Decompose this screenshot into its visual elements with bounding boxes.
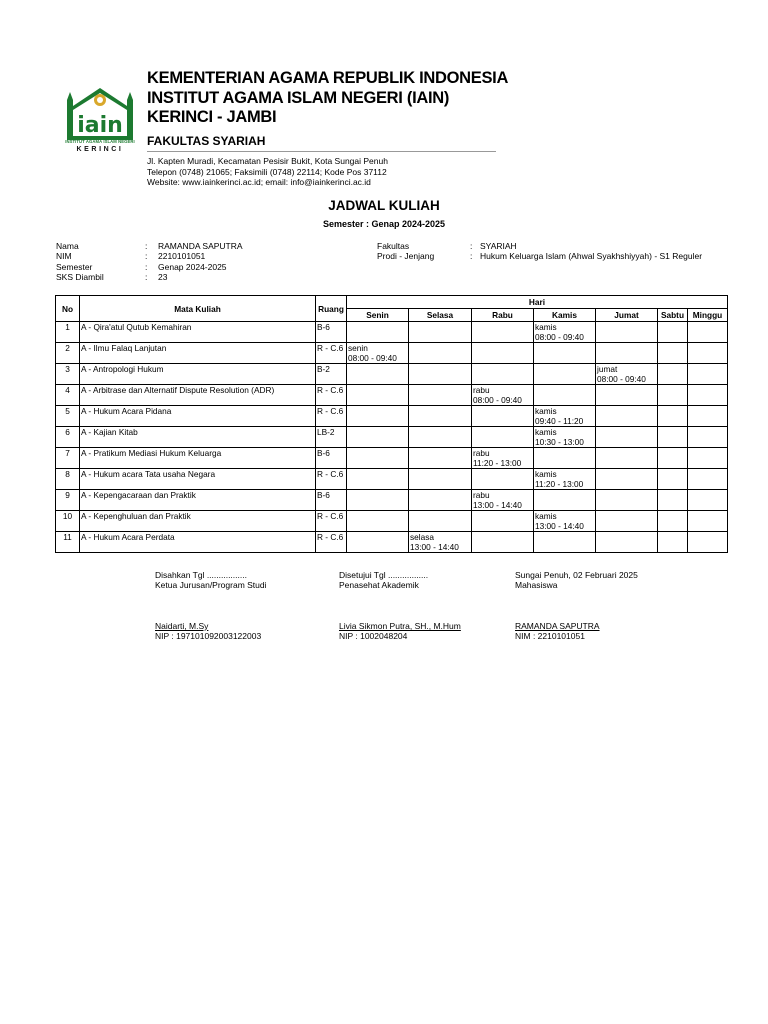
info-label: Nama: [56, 241, 79, 251]
cell-day: [409, 322, 472, 343]
sig-line2: Penasehat Akademik: [339, 580, 419, 591]
cell-schedule: [472, 385, 534, 406]
cell-matkul: A - Hukum Acara Pidana: [80, 406, 316, 427]
schedule-day: kamis: [535, 469, 557, 479]
cell-day: [658, 427, 688, 448]
cell-day: [658, 469, 688, 490]
cell-day: [658, 406, 688, 427]
cell-matkul: A - Hukum Acara Perdata: [80, 532, 316, 553]
cell-day: [347, 532, 409, 553]
cell-day: [409, 406, 472, 427]
cell-ruang: B-6: [316, 322, 347, 343]
cell-no: 7: [56, 448, 80, 469]
cell-day: [596, 532, 658, 553]
student-info-left: [56, 241, 243, 283]
schedule-time: 11:20 - 13:00: [473, 458, 522, 468]
col-header-no: No: [56, 296, 80, 322]
cell-no: 9: [56, 490, 80, 511]
cell-day: [596, 448, 658, 469]
cell-day: [658, 322, 688, 343]
cell-day: [409, 448, 472, 469]
info-value: Genap 2024-2025: [158, 261, 227, 272]
cell-ruang: R - C.6: [316, 406, 347, 427]
cell-day: [658, 343, 688, 364]
cell-day: [596, 343, 658, 364]
table-row: [56, 343, 728, 364]
cell-day: [596, 490, 658, 511]
cell-day: [409, 511, 472, 532]
col-header-hari: Hari: [347, 296, 728, 309]
info-separator: :: [145, 251, 148, 262]
schedule-day: kamis: [535, 511, 557, 521]
cell-day: [347, 490, 409, 511]
cell-schedule: [534, 427, 596, 448]
contact-block: [147, 156, 388, 188]
cell-no: 4: [56, 385, 80, 406]
logo-wordmark: iain: [77, 113, 123, 138]
cell-ruang: R - C.6: [316, 511, 347, 532]
cell-day: [534, 364, 596, 385]
info-separator: :: [470, 241, 473, 251]
cell-day: [409, 427, 472, 448]
cell-schedule: [596, 364, 658, 385]
info-value: SYARIAH: [480, 241, 517, 251]
cell-day: [596, 511, 658, 532]
document-subtitle: Semester : Genap 2024-2025: [322, 219, 446, 229]
schedule-time: 13:00 - 14:40: [410, 542, 459, 552]
sig-id: NIP : 197101092003122003: [155, 631, 262, 642]
cell-day: [658, 385, 688, 406]
cell-schedule: [534, 469, 596, 490]
cell-schedule: [534, 322, 596, 343]
cell-day: [688, 322, 728, 343]
cell-day: [347, 511, 409, 532]
schedule-time: 10:30 - 13:00: [535, 437, 584, 447]
info-value: RAMANDA SAPUTRA: [158, 241, 243, 251]
cell-day: [658, 364, 688, 385]
info-value: 23: [158, 272, 168, 283]
schedule-day: senin: [348, 343, 368, 353]
info-row-semester: [56, 262, 243, 272]
info-label: Fakultas: [377, 241, 410, 251]
cell-schedule: [534, 511, 596, 532]
table-row: [56, 322, 728, 343]
cell-day: [409, 385, 472, 406]
cell-day: [472, 532, 534, 553]
sig-id: NIM : 2210101051: [515, 631, 585, 642]
signature-middle: [339, 570, 461, 642]
col-header-senin: Senin: [347, 309, 409, 322]
cell-day: [688, 385, 728, 406]
cell-day: [688, 469, 728, 490]
cell-day: [688, 448, 728, 469]
cell-matkul: A - Kajian Kitab: [80, 427, 316, 448]
cell-day: [596, 469, 658, 490]
cell-day: [347, 322, 409, 343]
cell-ruang: R - C.6: [316, 532, 347, 553]
cell-day: [596, 427, 658, 448]
cell-ruang: R - C.6: [316, 343, 347, 364]
schedule-day: jumat: [597, 364, 618, 374]
cell-day: [472, 469, 534, 490]
institute-title: INSTITUT AGAMA ISLAM NEGERI (IAIN): [147, 88, 450, 107]
info-row-sks: [56, 272, 243, 282]
schedule-day: kamis: [535, 427, 557, 437]
cell-matkul: A - Pratikum Mediasi Hukum Keluarga: [80, 448, 316, 469]
cell-day: [658, 490, 688, 511]
logo-caption-word: KERINCI: [76, 146, 124, 153]
cell-ruang: B-2: [316, 364, 347, 385]
table-row: [56, 385, 728, 406]
cell-no: 5: [56, 406, 80, 427]
cell-no: 2: [56, 343, 80, 364]
info-label: Prodi - Jenjang: [377, 251, 435, 262]
cell-day: [688, 532, 728, 553]
phone-line: Telepon (0748) 21065; Faksimili (0748) 22114; Kode Pos 37112: [147, 166, 387, 177]
signature-left: [155, 570, 267, 642]
cell-ruang: B-6: [316, 490, 347, 511]
cell-day: [596, 385, 658, 406]
table-row: [56, 532, 728, 553]
col-header-kamis: Kamis: [534, 309, 596, 322]
cell-day: [409, 469, 472, 490]
schedule-body: [56, 322, 728, 553]
cell-day: [347, 406, 409, 427]
cell-ruang: B-6: [316, 448, 347, 469]
schedule-time: 11:20 - 13:00: [535, 479, 584, 489]
col-header-ruang: Ruang: [316, 296, 347, 322]
cell-schedule: [534, 406, 596, 427]
cell-day: [472, 322, 534, 343]
cell-day: [596, 322, 658, 343]
cell-day: [472, 364, 534, 385]
cell-day: [658, 448, 688, 469]
cell-day: [472, 343, 534, 364]
schedule-day: rabu: [473, 448, 490, 458]
logo-caption: [64, 139, 136, 153]
table-row: [56, 511, 728, 532]
info-separator: :: [145, 261, 148, 272]
cell-day: [534, 385, 596, 406]
schedule-day: selasa: [410, 532, 434, 542]
city-title: KERINCI - JAMBI: [147, 108, 277, 126]
cell-no: 6: [56, 427, 80, 448]
cell-ruang: LB-2: [316, 427, 347, 448]
cell-day: [688, 364, 728, 385]
cell-day: [347, 427, 409, 448]
info-row-prodi: [377, 251, 702, 261]
cell-day: [596, 406, 658, 427]
cell-schedule: [472, 448, 534, 469]
table-row: [56, 469, 728, 490]
col-header-rabu: Rabu: [472, 309, 534, 322]
sig-line1: Disahkan Tgl .................: [155, 570, 247, 580]
col-header-sabtu: Sabtu: [658, 309, 688, 322]
header-divider: [147, 151, 496, 152]
cell-matkul: A - Qira'atul Qutub Kemahiran: [80, 322, 316, 343]
cell-day: [688, 490, 728, 511]
signature-right: [515, 570, 638, 642]
cell-day: [409, 490, 472, 511]
info-value: 2210101051: [158, 251, 206, 262]
cell-matkul: A - Ilmu Falaq Lanjutan: [80, 343, 316, 364]
cell-ruang: R - C.6: [316, 385, 347, 406]
ministry-title: KEMENTERIAN AGAMA REPUBLIK INDONESIA: [147, 69, 509, 87]
cell-matkul: A - Antropologi Hukum: [80, 364, 316, 385]
sig-line1: Sungai Penuh, 02 Februari 2025: [515, 570, 638, 580]
cell-day: [409, 364, 472, 385]
cell-schedule: [347, 343, 409, 364]
sig-name: Livia Sikmon Putra, SH., M.Hum: [339, 620, 461, 631]
cell-no: 11: [56, 532, 80, 553]
schedule-table: [55, 295, 728, 553]
table-row: [56, 406, 728, 427]
table-row: [56, 448, 728, 469]
schedule-time: 13:00 - 14:40: [535, 521, 584, 531]
table-row: [56, 490, 728, 511]
cell-day: [688, 427, 728, 448]
info-label: NIM: [56, 251, 72, 262]
schedule-day: rabu: [473, 385, 490, 395]
cell-no: 10: [56, 511, 80, 532]
logo-caption-line: INSTITUT AGAMA ISLAM NEGERI: [65, 139, 135, 144]
cell-day: [534, 490, 596, 511]
cell-day: [347, 469, 409, 490]
info-row-nama: [56, 241, 243, 251]
letterhead: [147, 69, 508, 148]
schedule-day: rabu: [473, 490, 490, 500]
cell-day: [472, 406, 534, 427]
cell-day: [658, 532, 688, 553]
info-separator: :: [145, 241, 148, 251]
schedule-time: 08:00 - 09:40: [348, 353, 397, 363]
cell-no: 3: [56, 364, 80, 385]
cell-day: [534, 532, 596, 553]
sig-name: RAMANDA SAPUTRA: [515, 620, 600, 631]
sig-line1: Disetujui Tgl .................: [339, 570, 429, 580]
sig-id: NIP : 1002048204: [339, 631, 408, 642]
col-header-minggu: Minggu: [688, 309, 728, 322]
cell-day: [688, 343, 728, 364]
cell-day: [347, 385, 409, 406]
info-separator: :: [470, 251, 473, 262]
schedule-time: 08:00 - 09:40: [535, 332, 584, 342]
cell-matkul: A - Kepengacaraan dan Praktik: [80, 490, 316, 511]
sig-name: Naidarti, M.Sy: [155, 620, 209, 631]
info-label: SKS Diambil: [56, 272, 104, 283]
cell-day: [534, 343, 596, 364]
cell-no: 1: [56, 322, 80, 343]
schedule-day: kamis: [535, 406, 557, 416]
cell-ruang: R - C.6: [316, 469, 347, 490]
faculty-title: FAKULTAS SYARIAH: [147, 133, 266, 148]
schedule-time: 13:00 - 14:40: [473, 500, 522, 510]
info-separator: :: [145, 272, 148, 283]
col-header-selasa: Selasa: [409, 309, 472, 322]
schedule-time: 08:00 - 09:40: [597, 374, 646, 384]
cell-day: [472, 427, 534, 448]
cell-schedule: [409, 532, 472, 553]
cell-matkul: A - Kepenghuluan dan Praktik: [80, 511, 316, 532]
cell-schedule: [472, 490, 534, 511]
col-header-matkul: Mata Kuliah: [80, 296, 316, 322]
cell-day: [688, 406, 728, 427]
cell-day: [347, 364, 409, 385]
schedule-time: 09:40 - 11:20: [535, 416, 584, 426]
sig-line2: Ketua Jurusan/Program Studi: [155, 580, 267, 591]
schedule-day: kamis: [535, 322, 557, 332]
info-label: Semester: [56, 261, 93, 272]
web-line: Website: www.iainkerinci.ac.id; email: info@iainkerinci.ac.id: [147, 177, 371, 187]
col-header-jumat: Jumat: [596, 309, 658, 322]
table-header-row: [56, 296, 728, 309]
student-info-right: [377, 241, 702, 262]
sig-line2: Mahasiswa: [515, 580, 558, 591]
cell-day: [688, 511, 728, 532]
table-row: [56, 364, 728, 385]
document-title: JADWAL KULIAH: [328, 198, 440, 213]
cell-day: [534, 448, 596, 469]
cell-day: [472, 511, 534, 532]
cell-matkul: A - Hukum acara Tata usaha Negara: [80, 469, 316, 490]
cell-day: [409, 343, 472, 364]
address-line: Jl. Kapten Muradi, Kecamatan Pesisir Bukit, Kota Sungai Penuh: [147, 156, 388, 166]
info-row-fakultas: [377, 241, 702, 251]
cell-matkul: A - Arbitrase dan Alternatif Dispute Resolution (ADR): [80, 385, 316, 406]
info-value: Hukum Keluarga Islam (Ahwal Syakhshiyyah) - S1 Reguler: [480, 251, 703, 262]
info-row-nim: [56, 251, 243, 261]
cell-no: 8: [56, 469, 80, 490]
cell-day: [347, 448, 409, 469]
cell-day: [658, 511, 688, 532]
table-row: [56, 427, 728, 448]
schedule-time: 08:00 - 09:40: [473, 395, 522, 405]
